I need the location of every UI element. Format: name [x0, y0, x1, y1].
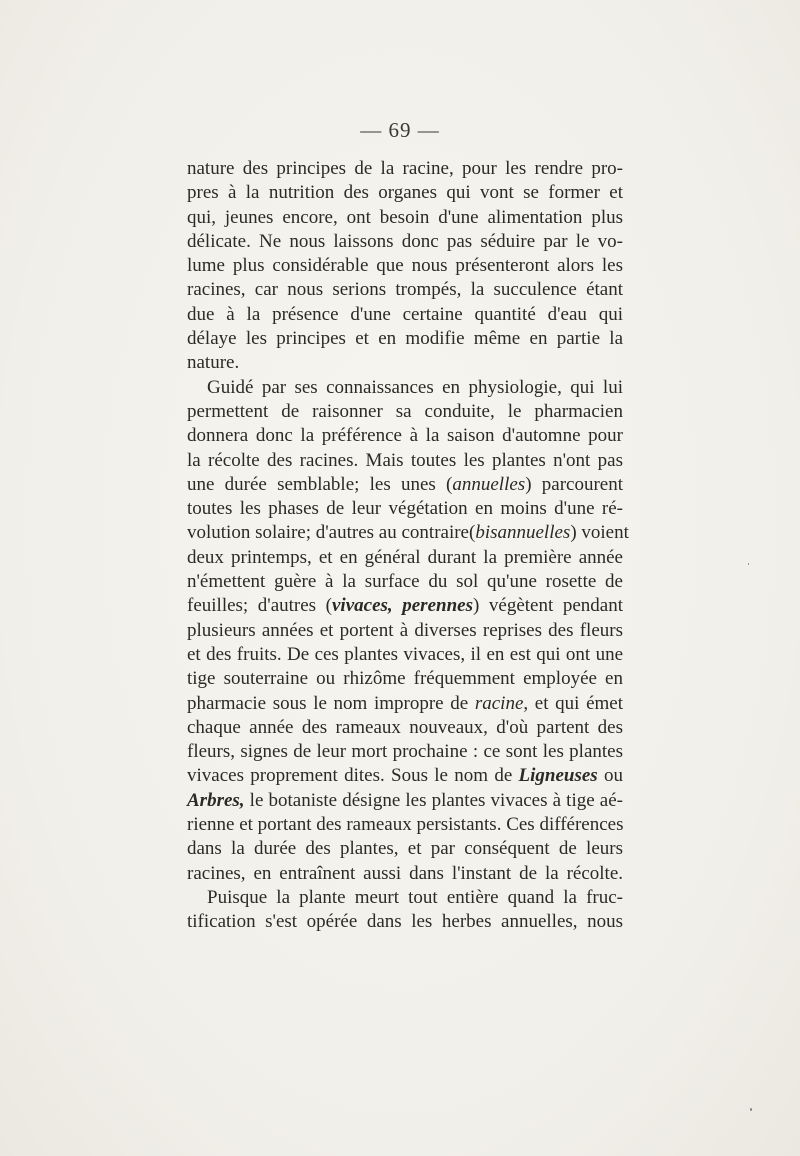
text-line	[187, 546, 623, 570]
text-run: ) parcourent	[525, 473, 623, 495]
text-line	[187, 376, 623, 400]
text-run: chaque année des rameaux nouveaux, d'où partent des	[187, 716, 623, 738]
text-run: délicate. Ne nous laissons donc pas séduire par le vo-	[187, 230, 623, 252]
text-line	[187, 764, 623, 788]
text-run: nature des principes de la racine, pour les rendre pro-	[187, 158, 623, 179]
text-line	[187, 594, 623, 618]
text-run: deux printemps, et en général durant la première année	[187, 546, 623, 568]
text-run: fleurs, signes de leur mort prochaine : ce sont les plantes	[187, 741, 623, 763]
text-run: , et qui émet	[523, 692, 623, 714]
text-run: n'émettent guère à la surface du sol qu'une rosette de	[187, 571, 623, 593]
text-line	[187, 327, 623, 351]
text-line	[187, 424, 623, 448]
text-run: racines, car nous serions trompés, la succulence étant	[187, 279, 623, 301]
text-line	[187, 789, 623, 813]
text-run: délaye les principes et en modifie même en partie la	[187, 328, 623, 350]
text-run: ) voient	[570, 522, 629, 544]
text-line	[187, 351, 623, 375]
text-run: plusieurs années et portent à diverses reprises des fleurs	[187, 619, 623, 641]
text-line	[187, 837, 623, 861]
text-line	[187, 643, 623, 667]
text-line	[187, 497, 623, 521]
text-line	[187, 667, 623, 691]
text-line	[187, 619, 623, 643]
text-run: pharmacie sous le nom impropre de	[187, 692, 475, 714]
text-run: rienne et portant des rameaux persistants. Ces différences	[187, 814, 624, 836]
text-run: donnera donc la préférence à la saison d'automne pour	[187, 425, 623, 447]
text-line	[187, 400, 623, 424]
text-line	[187, 181, 623, 205]
text-line	[187, 886, 623, 910]
text-run: une durée semblable; les unes (	[187, 473, 453, 495]
text-run: la récolte des racines. Mais toutes les plantes n'ont pas	[187, 449, 623, 471]
text-run: le botaniste désigne les plantes vivaces à tige aé-	[244, 789, 623, 811]
text-run: qui, jeunes encore, ont besoin d'une alimentation plus	[187, 206, 623, 228]
text-run: dans la durée des plantes, et par conséquent de leurs	[187, 838, 623, 860]
text-run: lume plus considérable que nous présenteront alors les	[187, 255, 623, 277]
text-line	[187, 303, 623, 327]
text-run: tige souterraine ou rhizôme fréquemment employée en	[187, 668, 623, 690]
text-run: et des fruits. De ces plantes vivaces, il en est qui ont une	[187, 643, 623, 665]
text-run: ) végètent pendant	[472, 595, 623, 617]
text-line	[187, 910, 623, 934]
italic-term: racine	[474, 692, 524, 714]
paper-speck	[748, 563, 749, 565]
text-line	[187, 206, 623, 230]
text-run: vivaces proprement dites. Sous le nom de	[187, 765, 519, 787]
text-run: ou	[597, 765, 623, 787]
text-line	[187, 278, 623, 302]
text-line	[187, 230, 623, 254]
text-run: pres à la nutrition des organes qui vont se former et	[187, 182, 623, 204]
text-line	[187, 449, 623, 473]
text-run: Guidé par ses connaissances en physiologie, qui lui	[207, 376, 623, 398]
italic-term: Ligneuses	[518, 765, 598, 787]
italic-term: annuelles	[452, 473, 526, 495]
text-run: toutes les phases de leur végétation en moins d'une ré-	[187, 498, 623, 520]
text-line	[187, 157, 623, 181]
text-line	[187, 716, 623, 740]
text-line	[187, 570, 623, 594]
italic-term: vivaces, perennes	[332, 595, 473, 617]
text-line	[187, 254, 623, 278]
text-run: due à la présence d'une certaine quantité d'eau qui	[187, 303, 623, 325]
text-line	[187, 473, 623, 497]
text-line	[187, 862, 623, 886]
text-run: Puisque la plante meurt tout entière quand la fruc-	[207, 886, 623, 908]
text-run: permettent de raisonner sa conduite, le pharmacien	[187, 400, 623, 422]
italic-term: Arbres,	[187, 789, 245, 811]
text-run: racines, en entraînent aussi dans l'instant de la récolte.	[187, 862, 623, 884]
text-line	[187, 813, 623, 837]
paper-speck	[750, 1108, 752, 1111]
body-text	[187, 157, 629, 935]
text-run: nature.	[187, 352, 240, 374]
text-run: feuilles; d'autres (	[187, 595, 332, 617]
page-number: — 69 —	[360, 118, 440, 142]
text-run: volution solaire; d'autres au contraire(	[187, 522, 476, 544]
italic-term: bisannuelles	[475, 522, 571, 544]
text-run: tification s'est opérée dans les herbes annuelles, nous	[187, 911, 623, 933]
text-line	[187, 692, 623, 716]
text-line	[187, 521, 629, 545]
text-line	[187, 740, 623, 764]
